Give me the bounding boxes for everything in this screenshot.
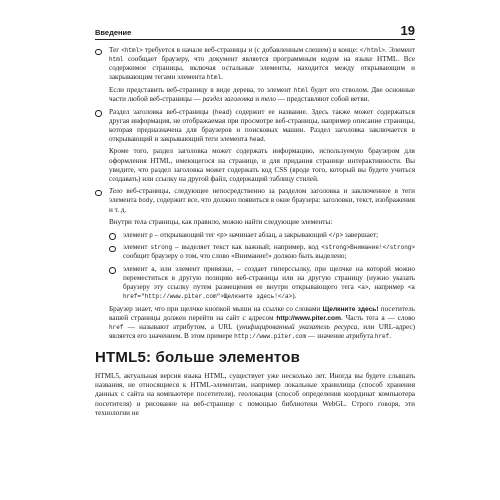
circle-bullet-icon xyxy=(109,267,116,274)
page-header xyxy=(95,24,415,40)
list-item-head xyxy=(95,108,415,184)
circle-bullet-icon xyxy=(95,110,102,117)
paragraph: элемент strong – выделяет текст как важный; например, код <strong>Внимание!</strong> сообщит браузеру о том, что слово «Внимание!» должно быть выделено; xyxy=(123,243,415,261)
circle-bullet-icon xyxy=(109,246,116,253)
paragraph: Тело веб-страницы, следующее непосредственно за разделом заголовка и заключенное в теги элемента body, содержит все, что должно появиться в окне браузера: заголовки, текст, изображения и т. д. xyxy=(109,187,415,214)
paragraph: Раздел заголовка веб-страницы (head) содержит ее название. Здесь также может содержаться другая информация, не отображаемая при просмотре веб-страницы, например описание страницы, которая предназначена для браузеров и поисковых машин. Раздел заголовка заключается в открывающий и закрывающий теги элемента head. xyxy=(109,107,415,143)
paragraph: Внутри тела страницы, как правило, можно найти следующие элементы: xyxy=(109,218,333,227)
paragraph-href: Браузер знает, что при щелчке кнопкой мыши на ссылке со словами Щелкните здесь! посетитель вашей страницы должен перейти на сайт с адресом http://www.piter.com. Часть тега a — слово href — называют атрибутом, а URL (унифицированный указатель ресурса, или URL-адрес) является его значением. В этом примере http://www.piter.com — значение атрибута href. xyxy=(109,304,416,341)
sub-list-item-p xyxy=(95,231,415,240)
circle-bullet-icon xyxy=(95,190,102,197)
paragraph: элемент a, или элемент привязки, – создает гиперссылку, при щелчке на которой можно переместиться в другую позицию веб-страницы или на другую страницу (нужно указать браузеру эту ссылку путем размещения ее внутри открывающего тега <a>, например <a href="http://www.piter.com">Щелкните здесь!</a>). xyxy=(123,264,416,301)
circle-bullet-icon xyxy=(95,49,102,56)
page-body xyxy=(95,46,415,421)
paragraph: элемент p – открывающий тег <p> начинает абзац, а закрывающий </p> завершает; xyxy=(123,230,379,239)
chapter-title: Введение xyxy=(95,28,132,37)
list-item-html xyxy=(95,46,415,104)
circle-bullet-icon xyxy=(109,233,116,240)
list-item-body xyxy=(95,187,415,227)
paragraph-html5: HTML5, актуальная версия языка HTML, существует уже несколько лет. Иногда вы будете слышать названия, не относящиеся к HTML-элементам, например локальные хранилища (способ хранения данных с сайта на компьютере посетителя), геолокация (способ определения координат компьютера посетителя) и рисование на веб-странице с помощью библиотеки WebGL. Строго говоря, эти технологии не xyxy=(95,372,415,417)
page-number: 19 xyxy=(400,23,415,38)
paragraph: Тег <html> требуется в начале веб-страницы и (с добавленным слешем) в конце: </html>. Элемент html сообщает браузеру, что документ является программным кодом на языке HTML. Все содержимое страницы, включая остальные элементы, находится между открывающим и закрывающим тегами элемента html. xyxy=(109,46,415,82)
paragraph: Если представить веб-страницу в виде дерева, то элемент html будет его стволом. Две основные части любой веб-страницы — раздел заголовка и тело — представляют собой ветви. xyxy=(109,85,415,103)
sub-list-item-a xyxy=(95,265,415,301)
paragraph: Кроме того, раздел заголовка может содержать информацию, используемую браузером для оформления HTML, имеющегося на странице, и для придания странице интерактивности. Вы увидите, что раздел заголовка может содержать код CSS (вроде того, который вы будете учиться создавать) или ссылку на другой файл, содержащий таблицу стилей. xyxy=(109,147,415,183)
section-heading: HTML5: больше элементов xyxy=(95,349,300,367)
sub-list-item-strong xyxy=(95,243,415,261)
